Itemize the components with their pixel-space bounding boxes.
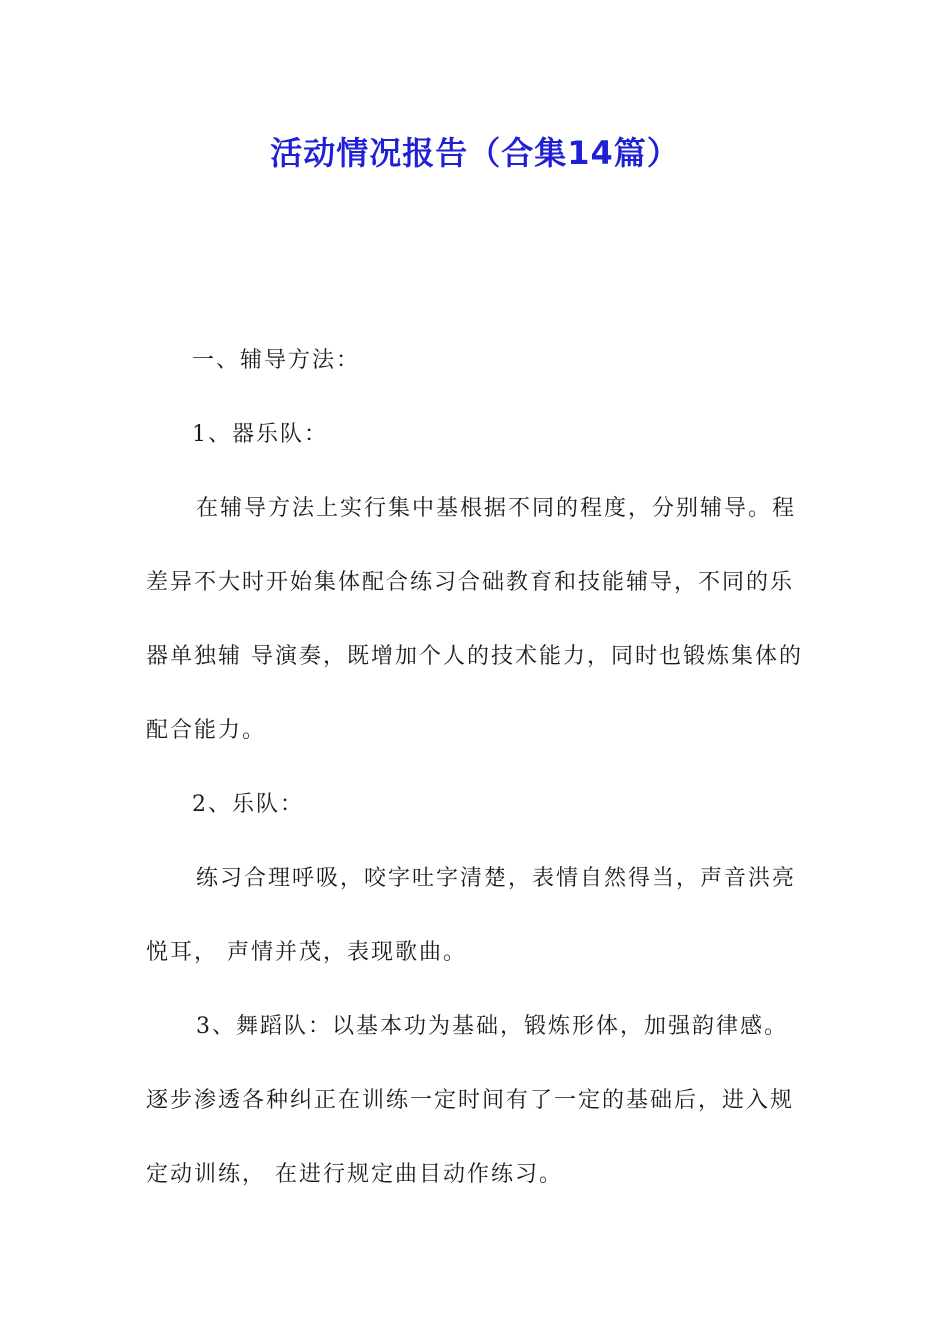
paragraph-line: 器单独辅 导演奏，既增加个人的技术能力，同时也锻炼集体的 <box>146 644 803 669</box>
section-heading-method: 一、辅导方法： <box>192 348 361 373</box>
paragraph-line: 在辅导方法上实行集中基根据不同的程度，分别辅导。程 <box>196 496 797 521</box>
paragraph-line: 配合能力。 <box>146 718 267 743</box>
paragraph-line: 差异不大时开始集体配合练习合础教育和技能辅导，不同的乐 <box>146 570 795 595</box>
paragraph-line: 逐步渗透各种纠正在训练一定时间有了一定的基础后，进入规 <box>146 1088 795 1113</box>
paragraph-line: 定动训练， 在进行规定曲目动作练习。 <box>146 1162 563 1187</box>
document-body <box>146 342 806 1230</box>
document-title: 活动情况报告（合集14篇） <box>270 134 680 172</box>
paragraph-line: 悦耳， 声情并茂，表现歌曲。 <box>146 940 467 965</box>
subsection-heading-band: 2、乐队： <box>192 792 304 817</box>
subsection-heading-instrumental-band: 1、器乐队： <box>192 422 328 447</box>
subsection-heading-dance-team: 3、舞蹈队：以基本功为基础，锻炼形体，加强韵律感。 <box>196 1014 788 1039</box>
paragraph-line: 练习合理呼吸，咬字吐字清楚，表情自然得当，声音洪亮 <box>196 866 797 891</box>
